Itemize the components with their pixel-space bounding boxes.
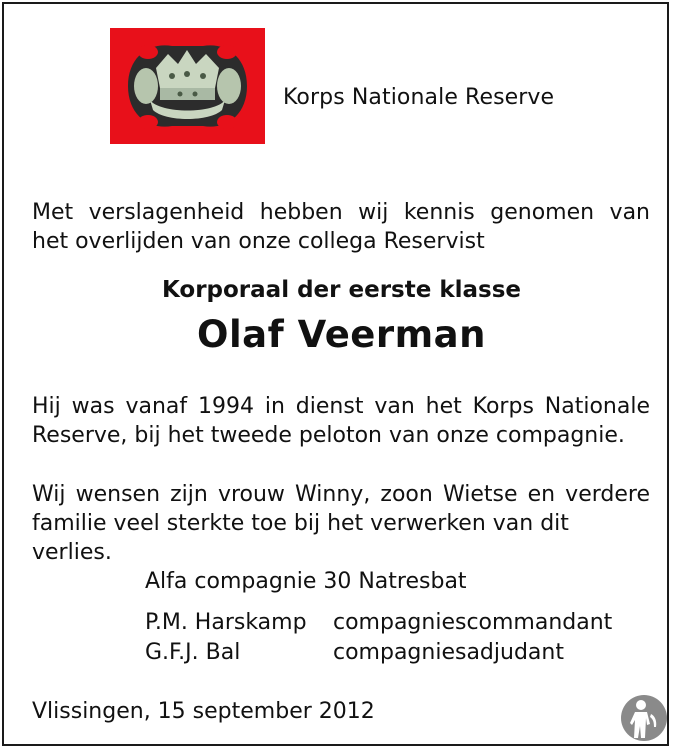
intro-line-1: Met verslagenheid hebben wij kennis genomen van xyxy=(32,200,650,225)
intro-line-2: het overlijden van onze collega Reservist xyxy=(32,229,485,254)
condolence-line-2: familie veel sterkte toe bij het verwerken van dit verlies. xyxy=(32,511,569,565)
korps-emblem-logo xyxy=(110,28,265,144)
signatory-name: P.M. Harskamp xyxy=(145,610,307,635)
service-line-2: Reserve, bij het tweede peloton van onze compagnie. xyxy=(32,423,625,448)
organization-name: Korps Nationale Reserve xyxy=(283,85,555,110)
place-date: Vlissingen, 15 september 2012 xyxy=(32,699,375,724)
signatory-row xyxy=(145,610,612,635)
condolence-line-1: Wij wensen zijn vrouw Winny, zoon Wietse en verdere xyxy=(32,482,650,507)
signatory-row xyxy=(145,640,564,665)
signatory-name: G.F.J. Bal xyxy=(145,640,241,665)
service-text xyxy=(32,392,650,450)
company-name: Alfa compagnie 30 Natresbat xyxy=(145,569,467,594)
intro-text xyxy=(32,198,650,256)
signatory-role: compagniesadjudant xyxy=(333,640,564,665)
person-silhouette-icon xyxy=(620,694,668,742)
deceased-rank: Korporaal der eerste klasse xyxy=(161,277,522,303)
signatory-role: compagniescommandant xyxy=(333,610,613,635)
service-line-1: Hij was vanaf 1994 in dienst van het Korps Nationale xyxy=(32,394,650,419)
deceased-name: Olaf Veerman xyxy=(197,313,486,356)
condolence-text xyxy=(32,480,650,567)
advertisement-frame xyxy=(2,2,669,746)
